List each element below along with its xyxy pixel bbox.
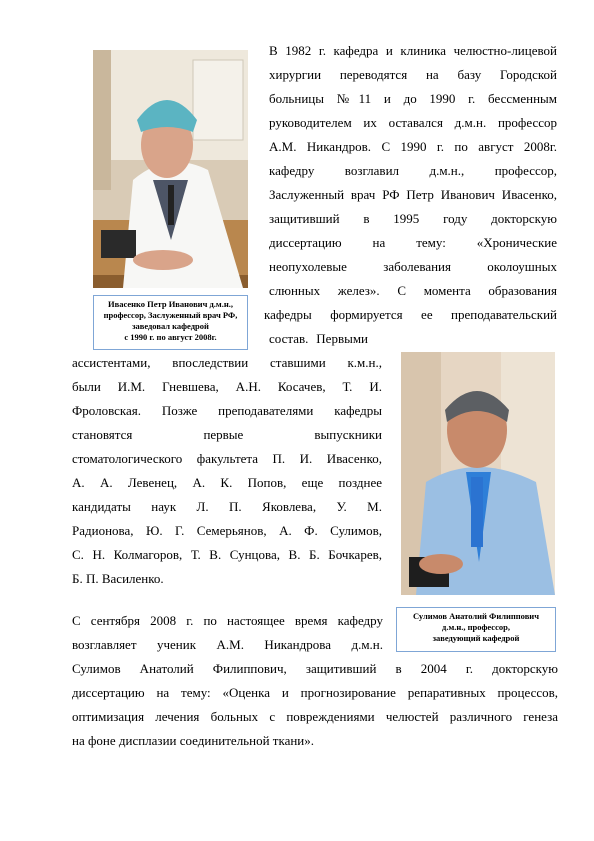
caption-sulimov-line: Сулимов Анатолий Филиппович — [413, 611, 539, 621]
paragraph-line: состав. Первыми — [269, 331, 368, 346]
paragraph-line: возглавляет ученик А.М. Никандрова д.м.н. — [72, 637, 383, 652]
caption-sulimov — [396, 607, 556, 652]
paragraph-line: А.М. Никандров. С 1990 г. по август 2008г. — [269, 139, 557, 154]
caption-ivasenko-line: профессор, Заслуженный врач РФ, — [103, 310, 238, 320]
paragraph-line: Фроловская. Позже преподавателями кафедры — [72, 403, 382, 418]
caption-sulimov-line: заведующий кафедрой — [432, 633, 520, 643]
paragraph-line: оптимизация лечения больных с повреждениями челюстей различного генеза — [72, 709, 558, 724]
caption-sulimov-line: д.м.н., профессор, — [442, 622, 510, 632]
paragraph-line: слюнных желез». С момента образования — [269, 283, 557, 298]
paragraph-line: на фоне дисплазии соединительной ткани». — [72, 733, 315, 748]
photo-sulimov — [401, 352, 555, 595]
caption-ivasenko — [93, 295, 248, 350]
paragraph-line: А. А. Левенец, А. К. Попов, еще позднее — [72, 475, 382, 490]
paragraph-line: Заслуженный врач РФ Петр Иванович Ивасенко, — [269, 187, 557, 202]
paragraph-line: Сулимов Анатолий Филиппович, защитивший в 2004 г. докторскую — [72, 661, 558, 676]
paragraph-line: стоматологического факультета П. И. Ивасенко, — [72, 451, 382, 466]
paragraph-line: диссертацию на тему: «Оценка и прогнозирование репаративных процессов, — [72, 685, 558, 700]
paragraph-line: становятся первые выпускники — [72, 427, 382, 442]
paragraph-line: С. Н. Колмагоров, Т. В. Сунцова, В. Б. Бочкарев, — [72, 547, 382, 562]
paragraph-line: руководителем их оставался д.м.н. профессор — [269, 115, 557, 130]
paragraph-line: были И.М. Гневшева, А.Н. Косачев, Т. И. — [72, 379, 382, 394]
paragraph-line: С сентября 2008 г. по настоящее время кафедру — [72, 613, 383, 628]
paragraph-line: хирургии переводятся на базу Городской — [269, 67, 557, 82]
paragraph-line: ассистентами, впоследствии ставшими к.м.н., — [72, 355, 382, 370]
paragraph-line: Радионова, Ю. Г. Семерьянов, А. Ф. Сулимов, — [72, 523, 382, 538]
paragraph-line: Б. П. Василенко. — [72, 571, 164, 586]
paragraph-line: кандидаты наук Л. П. Яковлева, У. М. — [72, 499, 382, 514]
paragraph-line: защитивший в 1995 году докторскую — [269, 211, 557, 226]
photo-ivasenko — [93, 50, 248, 288]
caption-ivasenko-line: заведовал кафедрой — [132, 321, 209, 331]
paragraph-line: кафедры формируется ее преподавательский — [264, 307, 557, 322]
paragraph-line: неопухолевые заболевания околоушных — [269, 259, 557, 274]
caption-ivasenko-line: Ивасенко Петр Иванович д.м.н., — [108, 299, 233, 309]
paragraph-line: больницы №11 и до 1990 г. бессменным — [269, 91, 557, 106]
caption-ivasenko-line: с 1990 г. по август 2008г. — [124, 332, 217, 342]
paragraph-line: кафедру возглавил д.м.н., профессор, — [269, 163, 557, 178]
paragraph-line: В 1982 г. кафедра и клиника челюстно-лицевой — [269, 43, 557, 58]
paragraph-line: диссертацию на тему: «Хронические — [269, 235, 557, 250]
